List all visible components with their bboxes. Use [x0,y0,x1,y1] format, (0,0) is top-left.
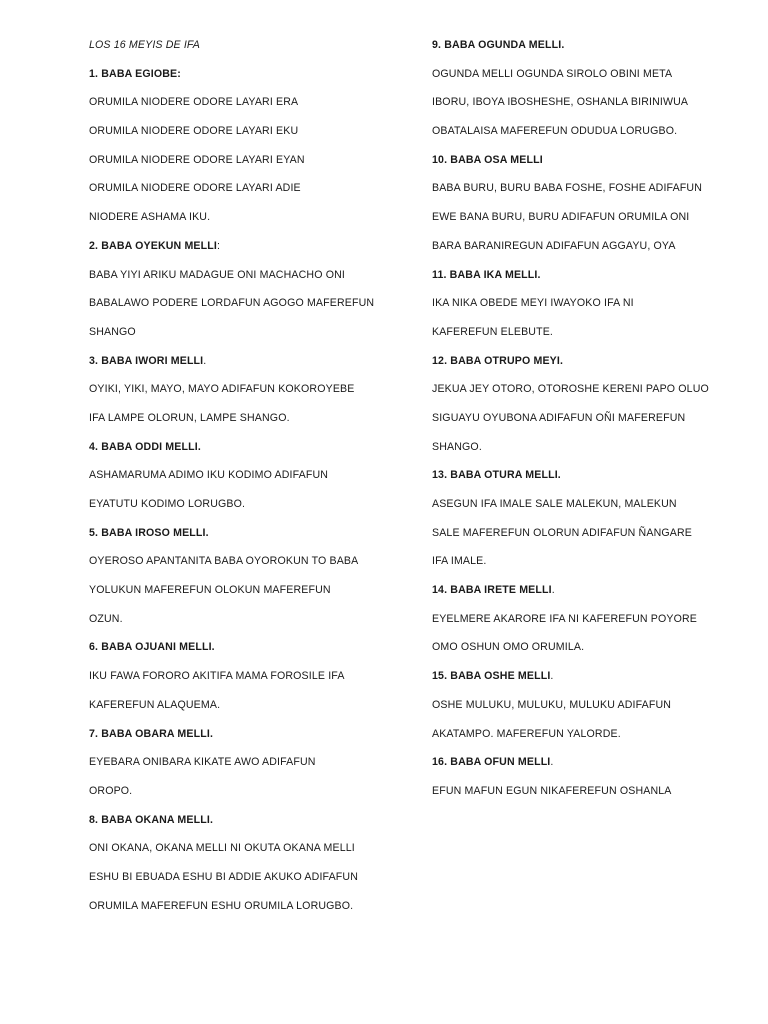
verse-line: ORUMILA NIODERE ODORE LAYARI EYAN [89,153,305,166]
verse-line: IBORU, IBOYA IBOSHESHE, OSHANLA BIRINIWUA [432,96,689,109]
verse-line: EFUN MAFUN EGUN NIKAFEREFUN OSHANLA [432,784,672,797]
section-heading [432,581,732,610]
verse-line: OROPO. [89,784,133,797]
verse-line: IKU FAWA FORORO AKITIFA MAMA FOROSILE IFA [89,670,345,683]
verse-line: OGUNDA MELLI OGUNDA SIROLO OBINI META [432,67,673,80]
verse-line: OZUN. [89,612,123,625]
section-heading-text: 12. BABA OTRUPO MEYI. [432,354,564,367]
verse-line: JEKUA JEY OTORO, OTOROSHE KERENI PAPO OLUO [432,383,709,396]
verse-line: IFA LAMPE OLORUN, LAMPE SHANGO. [89,411,290,424]
section-heading-punctuation: . [550,756,554,769]
verse-line: EYATUTU KODIMO LORUGBO. [89,498,246,510]
verse-line: NIODERE ASHAMA IKU. [89,211,211,224]
section-heading-punctuation: : [216,239,221,252]
verse-line: KAFEREFUN ALAQUEMA. [89,698,221,711]
verse-line: SHANGO [89,325,136,338]
verse-line: OSHE MULUKU, MULUKU, MULUKU ADIFAFUN [432,698,672,711]
section-heading-text: 9. BABA OGUNDA MELLI. [432,39,565,51]
verse-line: IFA IMALE. [432,555,487,568]
verse-line: ORUMILA MAFEREFUN ESHU ORUMILA LORUGBO. [89,899,354,912]
verse-line: YOLUKUN MAFEREFUN OLOKUN MAFEREFUN [89,584,331,597]
section-heading [432,466,732,495]
section-heading [89,524,389,553]
section-heading-text: 11. BABA IKA MELLI. [432,268,541,281]
verse-line: OMO OSHUN OMO ORUMILA. [432,641,585,654]
section-heading [432,352,732,381]
section-heading-text: 1. BABA EGIOBE: [89,67,181,80]
verse-line: OYEROSO APANTANITA BABA OYOROKUN TO BABA [89,555,359,568]
section-heading-text: 3. BABA IWORI MELLI [89,354,204,367]
section-heading-text: 13. BABA OTURA MELLI. [432,469,561,482]
verse-line: ASEGUN IFA IMALE SALE MALEKUN, MALEKUN [432,498,677,510]
section-heading-punctuation: . [550,670,554,683]
verse-line: OYIKI, YIKI, MAYO, MAYO ADIFAFUN KOKOROYEBE [89,383,355,396]
verse-line: KAFEREFUN ELEBUTE. [432,325,554,338]
verse-line: ASHAMARUMA ADIMO IKU KODIMO ADIFAFUN [89,469,329,482]
section-heading [89,352,389,381]
section-heading [432,151,732,180]
verse-line: AKATAMPO. MAFEREFUN YALORDE. [432,727,621,740]
document-title: LOS 16 MEYIS DE IFA [89,39,200,51]
verse-line: ORUMILA NIODERE ODORE LAYARI ERA [89,96,299,109]
verse-line: ESHU BI EBUADA ESHU BI ADDIE AKUKO ADIFAFUN [89,870,359,883]
verse-line: SIGUAYU OYUBONA ADIFAFUN OÑI MAFEREFUN [432,411,686,424]
verse-line: ONI OKANA, OKANA MELLI NI OKUTA OKANA MELLI [89,842,355,855]
section-heading [89,65,389,94]
verse-line: OBATALAISA MAFEREFUN ODUDUA LORUGBO. [432,125,678,138]
verse-line: SALE MAFEREFUN OLORUN ADIFAFUN ÑANGARE [432,526,692,539]
section-heading-text: 5. BABA IROSO MELLI. [89,526,209,539]
section-heading-punctuation: . [203,354,207,367]
section-heading [89,811,389,840]
section-heading-text: 16. BABA OFUN MELLI [432,756,551,769]
right-column [432,36,732,811]
section-heading [432,36,732,65]
section-heading-text: 6. BABA OJUANI MELLI. [89,641,215,654]
section-heading-text: 8. BABA OKANA MELLI. [89,813,214,826]
verse-line: ORUMILA NIODERE ODORE LAYARI EKU [89,125,299,138]
section-heading [432,753,732,782]
section-heading [89,725,389,754]
section-heading-text: 7. BABA OBARA MELLI. [89,727,214,740]
section-heading [89,237,389,266]
section-heading [432,667,732,696]
verse-line: BABALAWO PODERE LORDAFUN AGOGO MAFEREFUN [89,297,375,310]
verse-line: ORUMILA NIODERE ODORE LAYARI ADIE [89,182,301,195]
section-heading-text: 14. BABA IRETE MELLI [432,584,552,597]
section-heading-text: 4. BABA ODDI MELLI. [89,440,201,453]
section-heading-text: 15. BABA OSHE MELLI [432,670,551,683]
section-heading-punctuation: . [551,584,555,597]
section-heading-text: 10. BABA OSA MELLI [432,153,543,166]
verse-line: BABA BURU, BURU BABA FOSHE, FOSHE ADIFAFUN [432,182,703,195]
verse-line: BARA BARANIREGUN ADIFAFUN AGGAYU, OYA [432,239,676,252]
section-heading [89,438,389,467]
section-heading [432,266,732,295]
verse-line: IKA NIKA OBEDE MEYI IWAYOKO IFA NI [432,297,634,310]
verse-line: BABA YIYI ARIKU MADAGUE ONI MACHACHO ONI [89,268,345,281]
verse-line: EYELMERE AKARORE IFA NI KAFEREFUN POYORE [432,612,698,625]
section-heading [89,638,389,667]
verse-line: EWE BANA BURU, BURU ADIFAFUN ORUMILA ONI [432,211,690,224]
verse-line: EYEBARA ONIBARA KIKATE AWO ADIFAFUN [89,756,316,769]
section-heading-text: 2. BABA OYEKUN MELLI [89,239,217,252]
verse-line: SHANGO. [432,440,482,453]
left-column [89,36,389,925]
